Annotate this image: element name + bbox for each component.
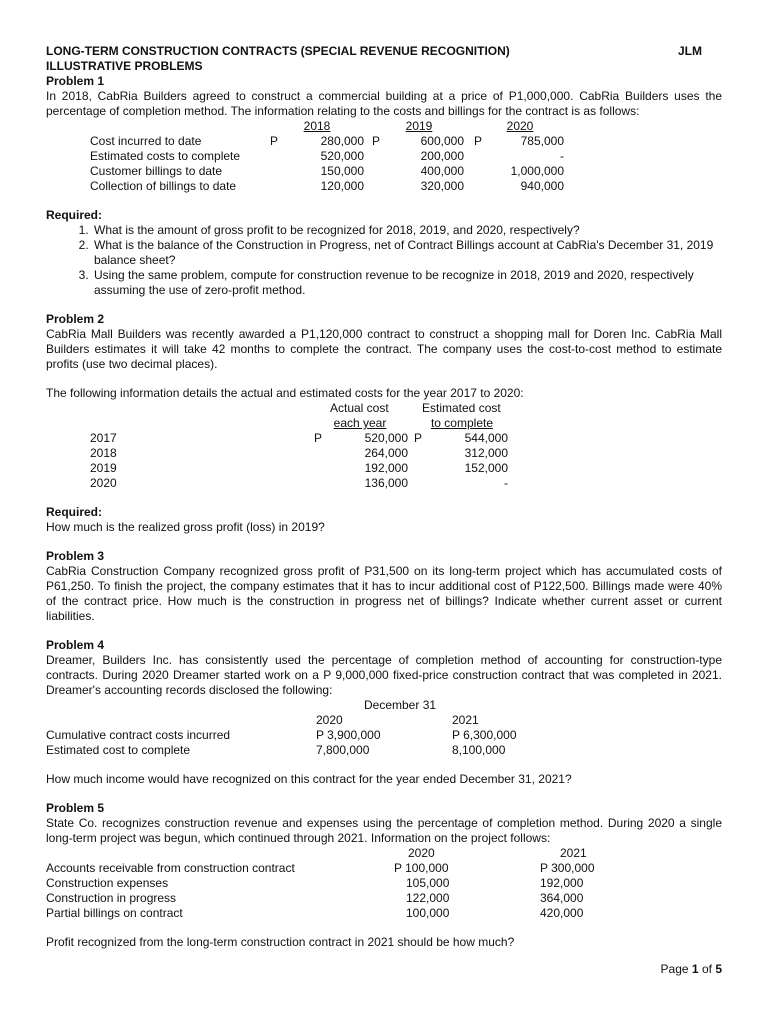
problem-5-text: State Co. recognizes construction revenue and expenses using the percentage of completion method. During 2020 a single long-term project was begun, which continued through 2021. Information on the project follows: (46, 816, 722, 845)
table-header-row (46, 119, 722, 134)
currency-symbol: P (372, 134, 381, 148)
cell-value: 8,100,000 (452, 743, 506, 757)
table-row (46, 179, 722, 194)
col-header: to complete (430, 416, 494, 430)
cell-value: 364,000 (540, 891, 584, 905)
cell-value: 520,000 (320, 149, 364, 163)
doc-subtitle: ILLUSTRATIVE PROBLEMS (46, 59, 203, 73)
problem-5-title: Problem 5 (46, 801, 105, 815)
cell-value: P 3,900,000 (316, 728, 381, 742)
cell-value: P 100,000 (394, 861, 449, 875)
required-heading: Required: (46, 208, 103, 222)
cell-value: 785,000 (520, 134, 564, 148)
cell-value: 264,000 (364, 446, 408, 460)
cell-value: P 6,300,000 (452, 728, 517, 742)
problem-1-text: In 2018, CabRia Builders agreed to construct a commercial building at a price of P1,000,000. CabRia Builders uses the percentage of completion method. The information relating to the costs and billings for the contract is as follows: (46, 89, 722, 118)
table-row (46, 461, 722, 476)
year-header: 2020 (408, 846, 435, 860)
page-word: Page (660, 962, 689, 976)
year-header: 2018 (303, 119, 331, 133)
row-label: Construction expenses (46, 876, 169, 890)
table-row (46, 431, 722, 446)
currency-symbol: P (414, 431, 423, 445)
cell-value: 320,000 (420, 179, 464, 193)
required-heading: Required: (46, 505, 103, 519)
doc-title: LONG-TERM CONSTRUCTION CONTRACTS (SPECIAL REVENUE RECOGNITION) (46, 44, 510, 58)
row-label: Customer billings to date (90, 164, 223, 178)
cell-value: 105,000 (406, 876, 450, 890)
table-header-row (46, 416, 722, 431)
cell-value: 192,000 (364, 461, 408, 475)
row-label: Construction in progress (46, 891, 177, 905)
problem-4-table (46, 698, 722, 758)
table-row (46, 861, 722, 876)
cell-value: P 300,000 (540, 861, 595, 875)
author-initials: JLM (678, 44, 702, 58)
table-row (46, 728, 722, 743)
row-label: 2017 (90, 431, 117, 445)
year-header: 2021 (452, 713, 479, 727)
cell-value: 122,000 (406, 891, 450, 905)
table-row (46, 891, 722, 906)
table-header-row (46, 698, 722, 713)
cell-value: 120,000 (320, 179, 364, 193)
problem-5-table (46, 846, 722, 921)
col-header: Estimated cost (422, 401, 501, 415)
year-header: 2020 (316, 713, 343, 727)
cell-value: 420,000 (540, 906, 584, 920)
problem-1-title: Problem 1 (46, 74, 105, 88)
problem-4-text: Dreamer, Builders Inc. has consistently used the percentage of completion method of accounting for construction-type contracts. During 2020 Dreamer started work on a P 9,000,000 fixed-price construction contract that was completed in 2021. Dreamer's accounting records disclosed the following: (46, 653, 722, 697)
problem-2-table (46, 401, 722, 491)
table-row (46, 906, 722, 921)
currency-symbol: P (474, 134, 483, 148)
table-header-row (46, 846, 722, 861)
problem-5-question: Profit recognized from the long-term construction contract in 2021 should be how much? (46, 935, 515, 949)
cell-value: 400,000 (420, 164, 464, 178)
row-label: Accounts receivable from construction contract (46, 861, 295, 875)
cell-value: 940,000 (520, 179, 564, 193)
row-label: Estimated costs to complete (90, 149, 241, 163)
problem-2-text2: The following information details the actual and estimated costs for the year 2017 to 2020: (46, 386, 524, 400)
table-row (46, 876, 722, 891)
row-label: 2018 (90, 446, 117, 460)
problem-3-title: Problem 3 (46, 549, 105, 563)
problem-1-table (46, 119, 722, 194)
year-header: 2019 (405, 119, 433, 133)
required-list (46, 223, 722, 298)
document-page (46, 44, 722, 950)
date-header: December 31 (364, 698, 437, 712)
cell-value: 600,000 (420, 134, 464, 148)
of-word: of (701, 962, 712, 976)
table-row (46, 134, 722, 149)
cell-value: 192,000 (540, 876, 584, 890)
table-row (46, 446, 722, 461)
list-item: 3. Using the same problem, compute for construction revenue to be recognize in 2018, 2019 and 2020, respectively assuming the use of zero-profit method. (92, 268, 722, 298)
table-row (46, 476, 722, 491)
list-item: 2. What is the balance of the Construction in Progress, net of Contract Billings account at CabRia's December 31, 2019 balance sheet? (92, 238, 722, 268)
table-row (46, 743, 722, 758)
page-total: 5 (715, 962, 722, 976)
page-number: 1 (691, 962, 699, 976)
problem-4-question: How much income would have recognized on this contract for the year ended December 31, 2021? (46, 772, 572, 786)
col-header: each year (333, 416, 387, 430)
row-label: 2020 (90, 476, 117, 490)
problem-2-required: How much is the realized gross profit (loss) in 2019? (46, 520, 325, 534)
cell-value: 280,000 (320, 134, 364, 148)
currency-symbol: P (314, 431, 323, 445)
row-label: Collection of billings to date (90, 179, 237, 193)
row-label: Partial billings on contract (46, 906, 183, 920)
cell-value: 200,000 (420, 149, 464, 163)
problem-4-title: Problem 4 (46, 638, 105, 652)
year-header: 2020 (506, 119, 534, 133)
col-header: Actual cost (330, 401, 389, 415)
row-label: Cumulative contract costs incurred (46, 728, 231, 742)
cell-value: - (504, 476, 508, 490)
row-label: Cost incurred to date (90, 134, 202, 148)
cell-value: 7,800,000 (316, 743, 370, 757)
problem-2-title: Problem 2 (46, 312, 105, 326)
cell-value: 312,000 (464, 446, 508, 460)
cell-value: - (560, 149, 564, 163)
row-label: Estimated cost to complete (46, 743, 191, 757)
currency-symbol: P (270, 134, 279, 148)
table-row (46, 164, 722, 179)
table-header-row (46, 713, 722, 728)
doc-header (46, 44, 722, 59)
row-label: 2019 (90, 461, 117, 475)
table-row (46, 149, 722, 164)
page-footer (661, 962, 722, 977)
list-item: 1. What is the amount of gross profit to be recognized for 2018, 2019, and 2020, respectively? (92, 223, 722, 238)
table-header-row (46, 401, 722, 416)
cell-value: 1,000,000 (510, 164, 564, 178)
cell-value: 150,000 (320, 164, 364, 178)
cell-value: 544,000 (464, 431, 508, 445)
cell-value: 520,000 (364, 431, 408, 445)
problem-3-text: CabRia Construction Company recognized gross profit of P31,500 on its long-term project which has accumulated costs of P61,250. To finish the project, the company estimates that it has to incur additional cost of P122,500. Billings made were 40% of the contract price. How much is the construction in progress net of billings? Indicate whether current asset or current liabilities. (46, 564, 722, 623)
cell-value: 100,000 (406, 906, 450, 920)
year-header: 2021 (560, 846, 587, 860)
cell-value: 136,000 (364, 476, 408, 490)
problem-2-text: CabRia Mall Builders was recently awarded a P1,120,000 contract to construct a shopping mall for Doren Inc. CabRia Mall Builders estimates it will take 42 months to complete the contract. The company uses the cost-to-cost method to estimate profits (use two decimal places). (46, 327, 722, 371)
cell-value: 152,000 (464, 461, 508, 475)
